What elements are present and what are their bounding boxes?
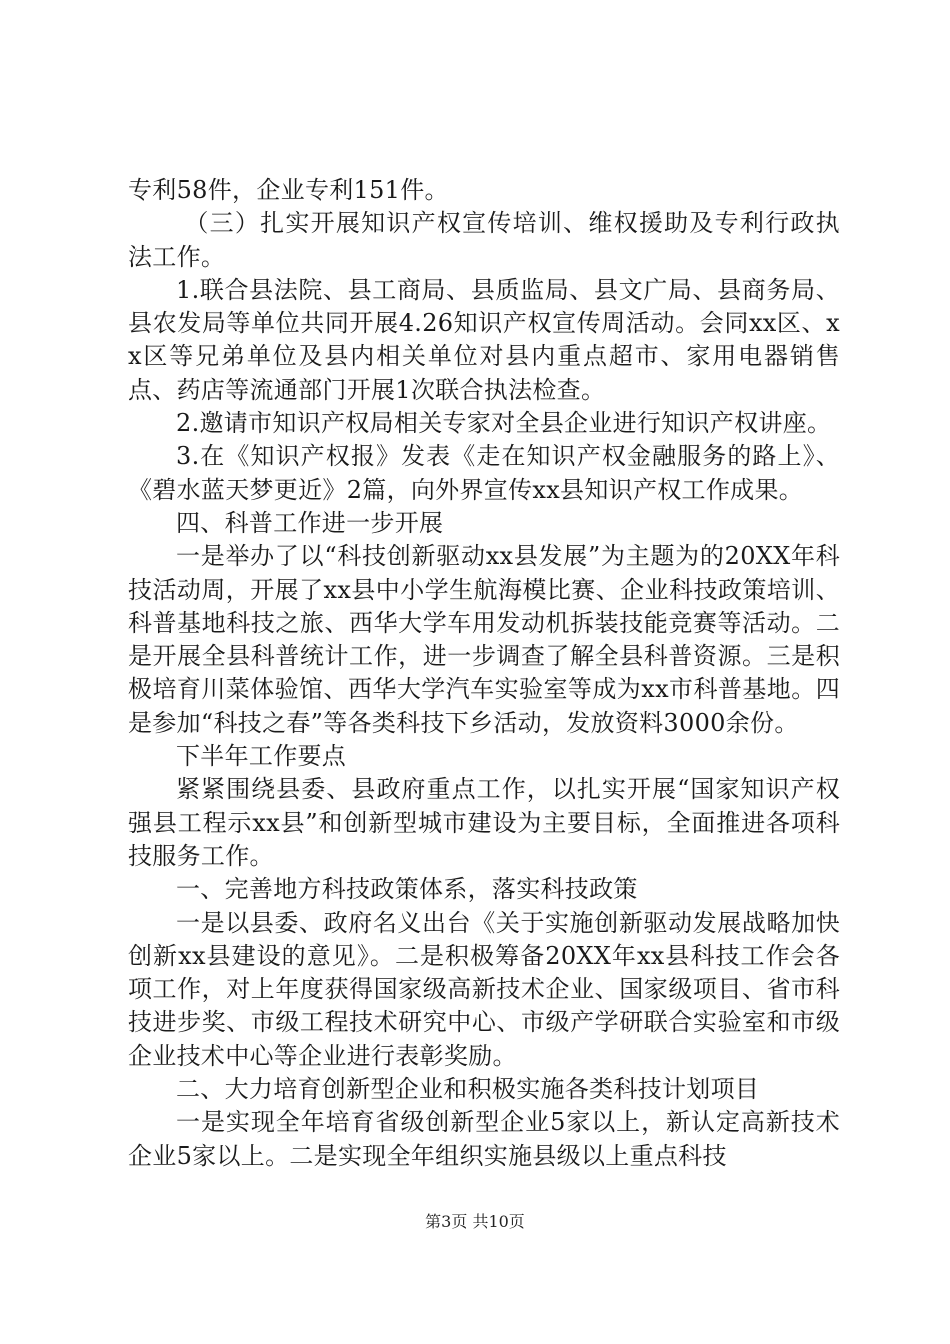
- section-heading: 二、大力培育创新型企业和积极实施各类科技计划项目: [176, 1075, 760, 1104]
- paragraph: 3.在《知识产权报》发表《走在知识产权金融服务的路上》、《碧水蓝天梦更近》2篇，向外界宣传xx县知识产权工作成果。: [128, 442, 840, 504]
- paragraph: 专利58件，企业专利151件。: [128, 176, 449, 204]
- page-number-footer: 第3页 共10页: [425, 1212, 525, 1231]
- paragraph: 1.联合县法院、县工商局、县质监局、县文广局、县商务局、县农发局等单位共同开展4.26知识产权宣传周活动。会同xx区、xx区等兄弟单位及县内相关单位对县内重点超市、家用电器销售点、药店等流通部门开展1次联合执法检查。: [128, 275, 840, 404]
- paragraph: 紧紧围绕县委、县政府重点工作，以扎实开展“国家知识产权强县工程示xx县”和创新型城市建设为主要目标，全面推进各项科技服务工作。: [128, 775, 840, 870]
- paragraph: 一是实现全年培育省级创新型企业5家以上，新认定高新技术企业5家以上。二是实现全年组织实施县级以上重点科技: [128, 1108, 840, 1170]
- section-heading: （三）扎实开展知识产权宣传培训、维权援助及专利行政执法工作。: [128, 209, 840, 271]
- section-heading: 一、完善地方科技政策体系，落实科技政策: [176, 875, 638, 904]
- paragraph: 一是以县委、政府名义出台《关于实施创新驱动发展战略加快创新xx县建设的意见》。二是积极筹备20XX年xx县科技工作会各项工作，对上年度获得国家级高新技术企业、国家级项目、省市科技进步奖、市级工程技术研究中心、市级产学研联合实验室和市级企业技术中心等企业进行表彰奖励。: [128, 908, 840, 1070]
- document-body: [128, 174, 840, 1173]
- paragraph: 2.邀请市知识产权局相关专家对全县企业进行知识产权讲座。: [176, 409, 832, 438]
- section-heading: 下半年工作要点: [176, 742, 347, 771]
- section-heading: 四、科普工作进一步开展: [176, 508, 444, 537]
- paragraph: 一是举办了以“科技创新驱动xx县发展”为主题为的20XX年科技活动周，开展了xx县中小学生航海模比赛、企业科技政策培训、科普基地科技之旅、西华大学车用发动机拆装技能竞赛等活动。二是开展全县科普统计工作，进一步调查了解全县科普资源。三是积极培育川菜体验馆、西华大学汽车实验室等成为xx市科普基地。四是参加“科技之春”等各类科技下乡活动，发放资料3000余份。: [128, 542, 840, 737]
